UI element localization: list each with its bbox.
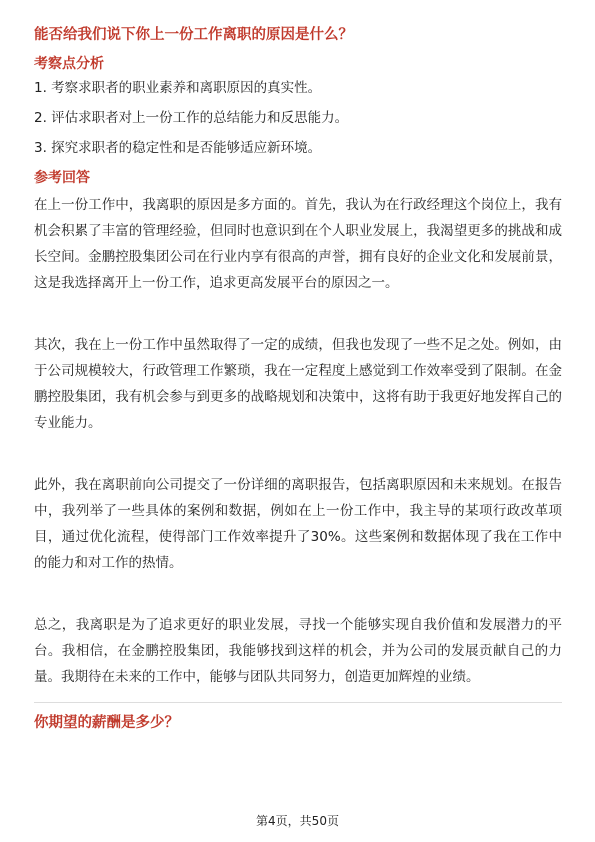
analysis-point: 2. 评估求职者对上一份工作的总结能力和反思能力。 — [34, 110, 349, 126]
analysis-points — [34, 78, 562, 158]
answer-paragraph: 在上一份工作中，我离职的原因是多方面的。首先，我认为在行政经理这个岗位上，我有机会积累了丰富的管理经验，但同时也意识到在个人职业发展上，我渴望更多的挑战和成长空间。金鹏控股集团公司在行业内享有很高的声誉，拥有良好的企业文化和发展前景，这是我选择离开上一份工作，追求更高发展平台的原因之一。 — [34, 197, 562, 291]
answer-paragraph: 其次，我在上一份工作中虽然取得了一定的成绩，但我也发现了一些不足之处。例如，由于公司规模较大，行政管理工作繁琐，我在一定程度上感觉到工作效率受到了限制。在金鹏控股集团，我有机会参与到更多的战略规划和决策中，这将有助于我更好地发挥自己的专业能力。 — [34, 337, 562, 431]
answer-paragraph: 此外，我在离职前向公司提交了一份详细的离职报告，包括离职原因和未来规划。在报告中，我列举了一些具体的案例和数据，例如在上一份工作中，我主导的某项行政改革项目，通过优化流程，使得部门工作效率提升了30%。这些案例和数据体现了我在工作中的能力和对工作的热情。 — [34, 477, 562, 571]
document-page — [34, 24, 562, 733]
answer-paragraph: 总之，我离职是为了追求更好的职业发展，寻找一个能够实现自我价值和发展潜力的平台。我相信，在金鹏控股集团，我能够找到这样的机会，并为公司的发展贡献自己的力量。我期待在未来的工作中，能够与团队共同努力，创造更加辉煌的业绩。 — [34, 617, 562, 685]
section-divider — [34, 702, 562, 703]
question-title: 能否给我们说下你上一份工作离职的原因是什么？ — [34, 27, 353, 43]
analysis-point: 3. 探究求职者的稳定性和是否能够适应新环境。 — [34, 140, 322, 156]
analysis-point: 1. 考察求职者的职业素养和离职原因的真实性。 — [34, 80, 322, 96]
page-number-footer: 第4页，共50页 — [256, 814, 339, 828]
next-question-title: 你期望的薪酬是多少？ — [34, 715, 179, 731]
analysis-heading: 考察点分析 — [34, 56, 104, 72]
answer-body — [34, 192, 562, 690]
answer-heading: 参考回答 — [34, 170, 90, 186]
